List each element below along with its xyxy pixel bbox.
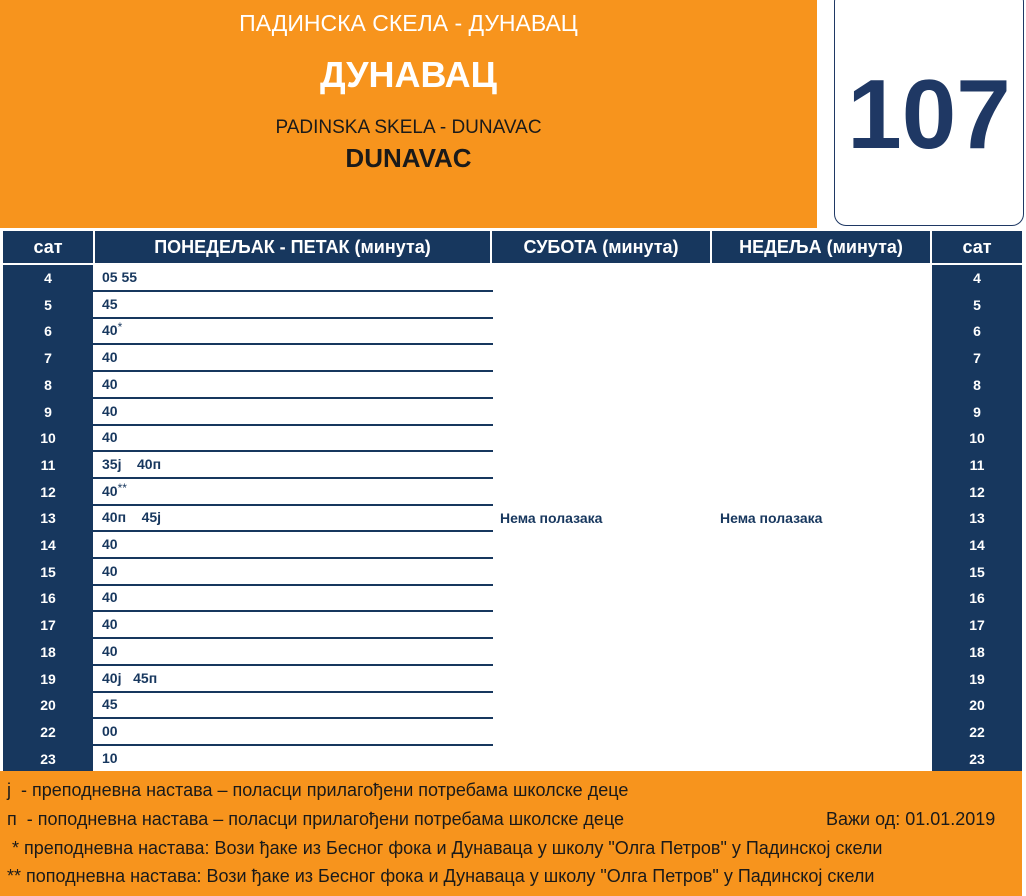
hour-label-right: 23 (969, 751, 985, 767)
hour-label-right: 5 (973, 297, 981, 313)
hour-header-left: сат (3, 231, 93, 263)
minutes-text: 45 (102, 696, 118, 712)
minutes-text: 40 (102, 349, 118, 365)
weekday-minutes-row (93, 532, 493, 559)
weekday-minutes-row (93, 559, 493, 586)
minutes-text: 40 (102, 643, 118, 659)
minutes-text: 40 (102, 322, 118, 338)
hour-label-left: 16 (40, 590, 56, 606)
minutes-text: 40 (102, 589, 118, 605)
minutes-text: 40 (102, 429, 118, 445)
destination-latin: DUNAVAC (345, 143, 472, 173)
hour-label-right: 14 (969, 537, 985, 553)
minutes-text: 40ј 45п (102, 670, 158, 686)
hour-label-left: 15 (40, 564, 56, 580)
hour-label-left: 9 (44, 404, 52, 420)
footnote-mark: * (117, 320, 123, 334)
hour-label-right: 22 (969, 724, 985, 740)
hour-label-left: 20 (40, 697, 56, 713)
route-header (0, 0, 817, 228)
weekday-minutes-row (93, 612, 493, 639)
hour-column-left (3, 265, 93, 771)
minutes-text: 40 (102, 536, 118, 552)
minutes-text: 40 (102, 563, 118, 579)
weekday-minutes-row (93, 318, 493, 345)
footnote-mark: ** (117, 481, 127, 495)
hour-label-right: 15 (969, 564, 985, 580)
hour-label-left: 12 (40, 484, 56, 500)
hour-header-right: сат (932, 231, 1022, 263)
hour-label-right: 10 (969, 430, 985, 446)
hour-label-left: 13 (40, 510, 56, 526)
valid-from: Важи од: 01.01.2019 (826, 809, 996, 829)
hour-label-right: 17 (969, 617, 985, 633)
weekday-minutes-row (93, 425, 493, 452)
minutes-text: 35ј 40п (102, 456, 162, 472)
hour-label-left: 10 (40, 430, 56, 446)
hour-label-left: 14 (40, 537, 56, 553)
hour-label-right: 12 (969, 484, 985, 500)
minutes-text: 10 (102, 750, 118, 766)
hour-label-left: 8 (44, 377, 52, 393)
hour-label-left: 6 (44, 323, 52, 339)
line-number-box (834, 0, 1024, 226)
weekday-minutes-row (93, 585, 493, 612)
minutes-text: 05 55 (102, 269, 138, 285)
hour-label-right: 16 (969, 590, 985, 606)
sunday-header: НЕДЕЉА (минута) (712, 231, 930, 263)
hour-label-left: 5 (44, 297, 52, 313)
weekday-minutes-row (93, 719, 493, 746)
hour-label-right: 18 (969, 644, 985, 660)
minutes-text: 40п 45ј (102, 509, 162, 525)
minutes-text: 00 (102, 723, 118, 739)
weekday-minutes-row (93, 452, 493, 479)
legend-p: п - поподневна настава – поласци прилагођени потребама школске деце (7, 809, 625, 829)
weekday-minutes-row (93, 505, 493, 532)
hour-label-right: 6 (973, 323, 981, 339)
weekday-minutes-row (93, 666, 493, 693)
saturday-header: СУБОТА (минута) (492, 231, 710, 263)
hour-label-left: 11 (40, 457, 56, 473)
legend-j: ј - преподневна настава – поласци прилагођени потребама школске деце (7, 780, 629, 800)
minutes-text: 45 (102, 296, 118, 312)
weekday-minutes-row (93, 345, 493, 372)
legend-star: * преподневна настава: Вози ђаке из Бесног фока и Дунаваца у школу "Олга Петров" у Падинској скели (7, 838, 883, 858)
minutes-text: 40 (102, 616, 118, 632)
weekday-minutes-row (93, 292, 493, 319)
weekday-header: ПОНЕДЕЉАК - ПЕТАК (минута) (95, 231, 490, 263)
weekday-minutes-row (93, 372, 493, 399)
hour-label-left: 18 (40, 644, 56, 660)
hour-label-right: 7 (973, 350, 981, 366)
hour-label-right: 20 (969, 697, 985, 713)
weekday-minutes-row (93, 265, 493, 292)
hour-column-right (932, 265, 1022, 771)
hour-label-left: 19 (40, 671, 56, 687)
hour-label-right: 11 (969, 457, 985, 473)
hour-label-left: 4 (44, 270, 52, 286)
weekday-minutes-row (93, 639, 493, 666)
destination-cyrillic: ДУНАВАЦ (320, 54, 497, 95)
line-number: 107 (847, 58, 1011, 169)
hour-label-left: 7 (44, 350, 52, 366)
legend-footer (0, 771, 1022, 896)
hour-label-right: 8 (973, 377, 981, 393)
hour-label-right: 19 (969, 671, 985, 687)
sunday-no-departures: Нема полазака (720, 510, 823, 526)
minutes-text: 40 (102, 483, 118, 499)
weekday-minutes-row (93, 399, 493, 426)
route-title-cyrillic: ПАДИНСКА СКЕЛА - ДУНАВАЦ (239, 10, 578, 36)
saturday-no-departures: Нема полазака (500, 510, 603, 526)
weekday-minutes-row (93, 746, 493, 773)
hour-label-left: 23 (40, 751, 56, 767)
legend-double-star: ** поподневна настава: Вози ђаке из Бесног фока и Дунаваца у школу "Олга Петров" у Падинској скели (7, 866, 875, 886)
weekday-minutes-row (93, 479, 493, 506)
hour-label-right: 9 (973, 404, 981, 420)
hour-label-right: 4 (973, 270, 981, 286)
hour-label-right: 13 (969, 510, 985, 526)
minutes-text: 40 (102, 403, 118, 419)
weekday-minutes-row (93, 692, 493, 719)
hour-label-left: 22 (40, 724, 56, 740)
hour-label-left: 17 (40, 617, 56, 633)
route-title-latin: PADINSKA SKELA - DUNAVAC (275, 117, 542, 138)
minutes-text: 40 (102, 376, 118, 392)
